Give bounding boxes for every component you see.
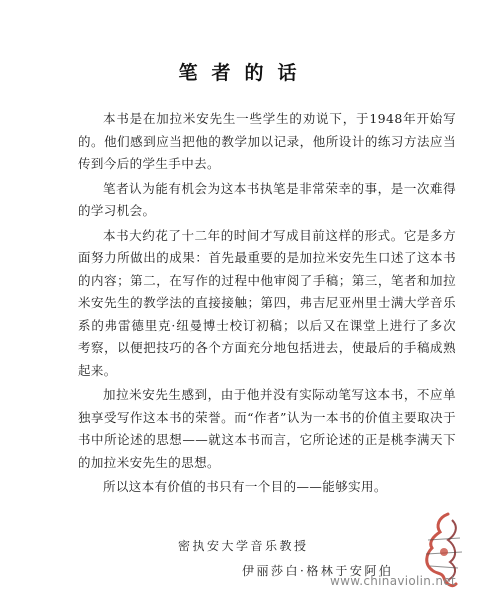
watermark-url: www.chinaviolin.net bbox=[330, 574, 456, 588]
signature-author: 伊丽莎白·格林于安阿伯 bbox=[242, 564, 394, 578]
paragraph-2: 笔者认为能有机会为这本书执笔是非常荣幸的事，是一次难得的学习机会。 bbox=[78, 180, 456, 218]
page-title: 笔者的话 bbox=[178, 62, 311, 84]
paragraph-3: 本书大约花了十二年的时间才写成目前这样的形式。它是多方面努力所做出的成果：首先最重要的是加拉米安先生口述了这本书的内容；第二，在写作的过程中他审阅了手稿；第三，笔者和加拉米安先生的教学法的直接接触；第四，弗吉尼亚州里士满大学音乐系的弗雷德里克·纽曼博士校订初稿；以后又在课堂上进行了多次考察，以便把技巧的各个方面充分地包括进去，使最后的手稿成熟起来。 bbox=[78, 227, 456, 378]
signature-affiliation: 密执安大学音乐教授 bbox=[178, 539, 309, 553]
body-text bbox=[78, 108, 456, 499]
paragraph-5: 所以这本有价值的书只有一个目的——能够实用。 bbox=[103, 479, 387, 494]
paragraph-4: 加拉米安先生感到，由于他并没有实际动笔写这本书，不应单独享受写作这本书的荣誉。而“作者”认为一本书的价值主要取决于书中所论述的思想——就这本书而言，它所论述的正是桃李满天下的加拉米安先生的思想。 bbox=[78, 387, 456, 470]
paragraph-1: 本书是在加拉米安先生一些学生的劝说下，于1948年开始写的。他们感到应当把他的教学加以记录，他所设计的练习方法应当传到今后的学生手中去。 bbox=[78, 111, 456, 171]
